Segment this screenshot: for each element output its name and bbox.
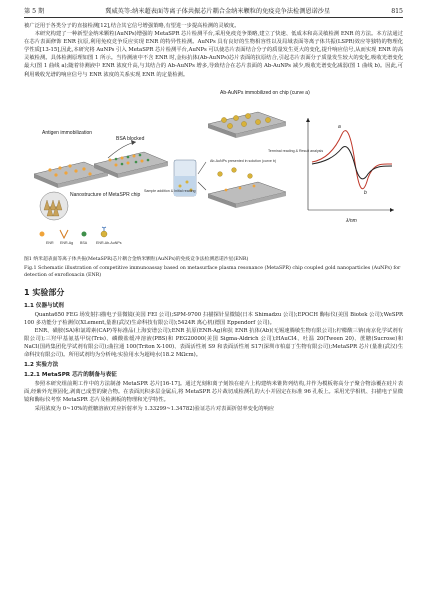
legend-enr: ENR [46, 240, 54, 245]
instruments-paragraph: Quanta650 FEG 场发射扫描电子显微镜(美国 FEI 公司);SPM-9700 扫描探针显微镜(日本 Shimadzu 公司);EPOCH 酶标仪(美国 Biotek 公司);WeSPR 100 多功能分子检测仪(XLement,量准(武汉)生命科技有限公司);5424R 离心机(德国 Eppendorf 公司)。 [24, 311, 403, 326]
figure-caption-cn: 图1 纳米超表面等离子体共振(MetaSPR)芯片耦合金纳米颗粒(AuNPs)的免疫竞争法检测恩诺沙星(ENR) [24, 256, 249, 262]
subsection-1-2-1-title: 1.2.1 MetaSPR 芯片的制备与表征 [24, 372, 117, 379]
label-bsa-blocked: BSA blocked [116, 135, 145, 142]
chip-result-top [208, 112, 286, 138]
chip-prep-paragraph: 参照本研究组前期工作中的方法制备 MetaSPR 芯片[16-17]。通过光刻和离子刻蚀在硅片上构建纳米锥阵列结构,并作为模板将高分子聚合物涂覆在硅片表面,经紫外光照固化,剥离已成型的聚合物。在表面沉积多层金属后,将 MetaSPR 芯片裁切成检测孔的大小并固定在标准 96 孔板上。采用光学相机、扫描电子显微镜和酶标仪考察 MetaSPR 芯片及检测板的物理和光学特性。 [24, 381, 403, 404]
legend-enr-ab-aunps: ENR-Ab-AuNPs [96, 240, 122, 245]
figure-caption-en: Fig.1 Schematic illustration of competitive immunoassay based on metasurface plasma resonance (MetaSPR) chip coupled gold nanoparticles (AuNPs) for detection of enrofloxacin (ENR) [24, 265, 401, 278]
schematic-diagram [24, 82, 403, 254]
figure-1 [24, 82, 403, 254]
legend [40, 227, 122, 245]
subsection-1-2-title: 1.2 实验方法 [24, 362, 59, 369]
nanostructure-inset [40, 192, 68, 220]
legend-enr-ag: ENR-Ag [60, 240, 74, 245]
chip-result-bottom [208, 167, 286, 207]
legend-bsa: BSA [80, 240, 88, 245]
aunp-icon [101, 231, 107, 237]
label-nanostructure: Nanostructure of MetaSPR chip [70, 191, 141, 198]
sucrose-paragraph: 采用浓度为 0~10%的蔗糖溶液(对应折射率为 1.33299~1.34782)验证芯片对表面折射率变化的响应 [34, 405, 275, 412]
enr-ag-icon [60, 230, 68, 238]
bsa-icon [82, 231, 87, 236]
intro-paragraph-2: 本研究构建了一种新型金纳米颗粒(AuNPs)增强的 MetaSPR 芯片检测平台,采用免疫竞争策略,建立了快速、低成本和高灵敏检测 ENR 的方法。本方法通过在芯片表面修饰 ENR 抗原,利用免疫竞争反应实现 ENR 的特异性检测。AuNPs 具有良好的生物相容性以及局域表面等离子体共振(LSPR)效应等独特的物理化学性质[13-15],因此,本研究将 AuNPs 引入 MetaSPR 芯片检测平台,AuNPs 可以使芯片表面结合分子的质量发生更大的变化,提升响应信号,从而实现 ENR 的高灵敏检测。具体检测原理如图 1 所示。当待测液中不含 ENR 时,金标抗体(Ab-AuNPs)芯片表面的抗原结合,引起芯片表面分子质量发生较大的变化,吸收光谱变化最大(图 1 曲线 a);随着待测液中 ENR 浓度升高,与其结合的 Ab-AuNPs 增多,导致结合在芯片表面的 Ab-AuNPs 减少,吸收光谱变化减弱(图 1 曲线 b)。因此,可利用吸收光谱的响应信号与 ENR 浓度的关系实现 ENR 的定量检测。 [24, 31, 403, 78]
subsection-1-1-title: 1.1 仪器与试剂 [24, 302, 64, 309]
reagents-paragraph: ENR、磺胺(SA)和氯霉素(CAP)等标准品(上海安谱公司);ENR 抗原(ENR-Ag)和抗 ENR 抗体(Ab)(无锡速腾敏生物有限公司);柠檬酸三钠(南京化学试剂有限公司);三羟甲基氨基甲烷(Tris)、磷酸盐缓冲溶液(PBS)和 PEG20000(美国 Sigma-Aldrich 公司);HAuCl4、吐温 20(Tween 20)、蔗糖(Sucrose)和 NaCl(国药集团化学试剂有限公司);曲拉通 100(Triton X-100)、表面活性剂 S9 和表面活性剂 S17(深圳市柏嘉丁生物有限公司);MetaSPR 芯片(量准(武汉)生命科技有限公司)。所用试剂均为分析纯;实验用水为超纯水(18.2 MΩcm)。 [24, 327, 403, 359]
curve-a-label: a [338, 123, 341, 130]
intro-paragraph-1: 被广泛用于各类分子的直接检测[12],结合其它信号增强策略,有望进一步提高检测的灵敏度。 [24, 23, 240, 29]
spectrum-plot [306, 118, 394, 224]
intro-section [24, 22, 403, 79]
label-in-solution: Ab-AuNPs presented in solution (curve b) [210, 158, 277, 163]
label-chip-top: Ab-AuNPs immobilized on chip (curve a) [220, 89, 310, 96]
issue-number: 第 5 期 [24, 8, 45, 15]
curve-b-label: b [364, 189, 367, 196]
enr-icon [40, 231, 45, 236]
running-title: 冀威英等:纳米超表面等离子体共振芯片耦合金纳米颗粒的免疫竞争法检测恩诺沙星 [105, 8, 331, 15]
section-1-title: 1 实验部分 [24, 287, 65, 297]
x-axis-label: λ/nm [346, 217, 357, 224]
label-antigen-immobilization: Antigen immobilization [42, 129, 93, 136]
label-terminal-reading: Terminal reading & Result analysis [268, 148, 324, 153]
label-sample-addition: Sample addition & Initial reading [144, 188, 196, 193]
page-number: 815 [391, 8, 403, 15]
running-header [24, 6, 403, 18]
